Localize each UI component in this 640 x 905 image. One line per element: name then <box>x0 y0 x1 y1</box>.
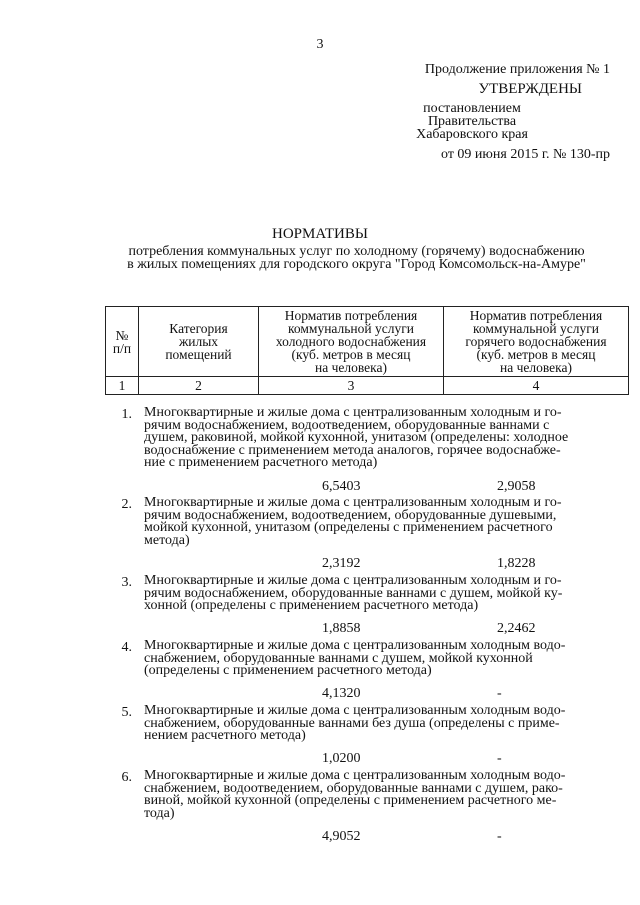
cold-water-value: 4,1320 <box>322 686 361 701</box>
document-subtitle <box>104 245 609 271</box>
item-number: 4. <box>121 640 132 655</box>
item-number: 2. <box>121 497 132 512</box>
item-number: 3. <box>121 575 132 590</box>
column-number-cell: 4 <box>444 377 629 395</box>
hot-water-value: 1,8228 <box>497 556 536 571</box>
header-cell-category: Категория жилых помещений <box>139 307 259 377</box>
hot-water-value: 2,9058 <box>497 479 536 494</box>
item-number: 1. <box>121 407 132 422</box>
approval-block <box>382 102 562 141</box>
appendix-note: Продолжение приложения № 1 <box>424 62 610 77</box>
approval-line: Хабаровского края <box>416 127 528 142</box>
item-description: Многоквартирные и жилые дома с централизованным холодным водо- снабжением, водоотведением, оборудованные ваннами с душем, рако- виной, мойкой кухонной (определены с применением расчетного ме- тода) <box>144 768 566 821</box>
page-number: 3 <box>316 37 324 52</box>
item-number: 6. <box>121 770 132 785</box>
item-description: Многоквартирные и жилые дома с централизованным холодным и го- рячим водоснабжением, водоотведением, оборудованные душевыми, мойкой кухонной, унитазом (определены с применением расчетного метода) <box>144 495 562 548</box>
cold-water-value: 4,9052 <box>322 829 361 844</box>
approval-line: постановлением <box>423 101 521 116</box>
hot-water-value: - <box>497 829 502 844</box>
table-header-row <box>106 307 629 377</box>
item-description: Многоквартирные и жилые дома с централизованным холодным и го- рячим водоснабжением, оборудованные ваннами с душем, мойкой ку- хонной (определены с применением расчетного метода) <box>144 573 563 613</box>
column-number-cell: 3 <box>259 377 444 395</box>
column-number-cell: 1 <box>106 377 139 395</box>
cold-water-value: 2,3192 <box>322 556 361 571</box>
column-number-cell: 2 <box>139 377 259 395</box>
approval-date: от 09 июня 2015 г. № 130-пр <box>441 147 610 162</box>
column-number-row <box>106 377 629 395</box>
item-description: Многоквартирные и жилые дома с централизованным холодным водо- снабжением, оборудованные ваннами с душем, мойкой кухонной (определены с применением расчетного метода) <box>144 638 566 678</box>
header-cell-cold-water: Норматив потребления коммунальной услуги холодного водоснабжения (куб. метров в месяц на человека) <box>259 307 444 377</box>
cold-water-value: 6,5403 <box>322 479 361 494</box>
cold-water-value: 1,0200 <box>322 751 361 766</box>
header-cell-hot-water: Норматив потребления коммунальной услуги горячего водоснабжения (куб. метров в месяц на человека) <box>444 307 629 377</box>
subtitle-line: потребления коммунальных услуг по холодному (горячему) водоснабжению <box>128 244 585 259</box>
norms-table-header <box>105 306 629 395</box>
header-cell-number: № п/п <box>106 307 139 377</box>
document-title: НОРМАТИВЫ <box>272 226 368 242</box>
item-number: 5. <box>121 705 132 720</box>
item-description: Многоквартирные и жилые дома с централизованным холодным водо- снабжением, оборудованные ваннами без душа (определены с приме- нением расчетного метода) <box>144 703 566 743</box>
hot-water-value: 2,2462 <box>497 621 536 636</box>
approval-line: Правительства <box>427 114 517 129</box>
hot-water-value: - <box>497 686 502 701</box>
approved-heading: УТВЕРЖДЕНЫ <box>478 81 582 97</box>
subtitle-line: в жилых помещениях для городского округа "Город Комсомольск-на-Амуре" <box>127 257 586 272</box>
cold-water-value: 1,8858 <box>322 621 361 636</box>
hot-water-value: - <box>497 751 502 766</box>
item-description: Многоквартирные и жилые дома с централизованным холодным и го- рячим водоснабжением, водоотведением, оборудованные ваннами с душем, раковиной, мойкой кухонной, унитазом (определены: холодное водоснабжение с применением метода аналогов, горячее водоснабже- ние с применением расчетного метода) <box>144 405 569 470</box>
